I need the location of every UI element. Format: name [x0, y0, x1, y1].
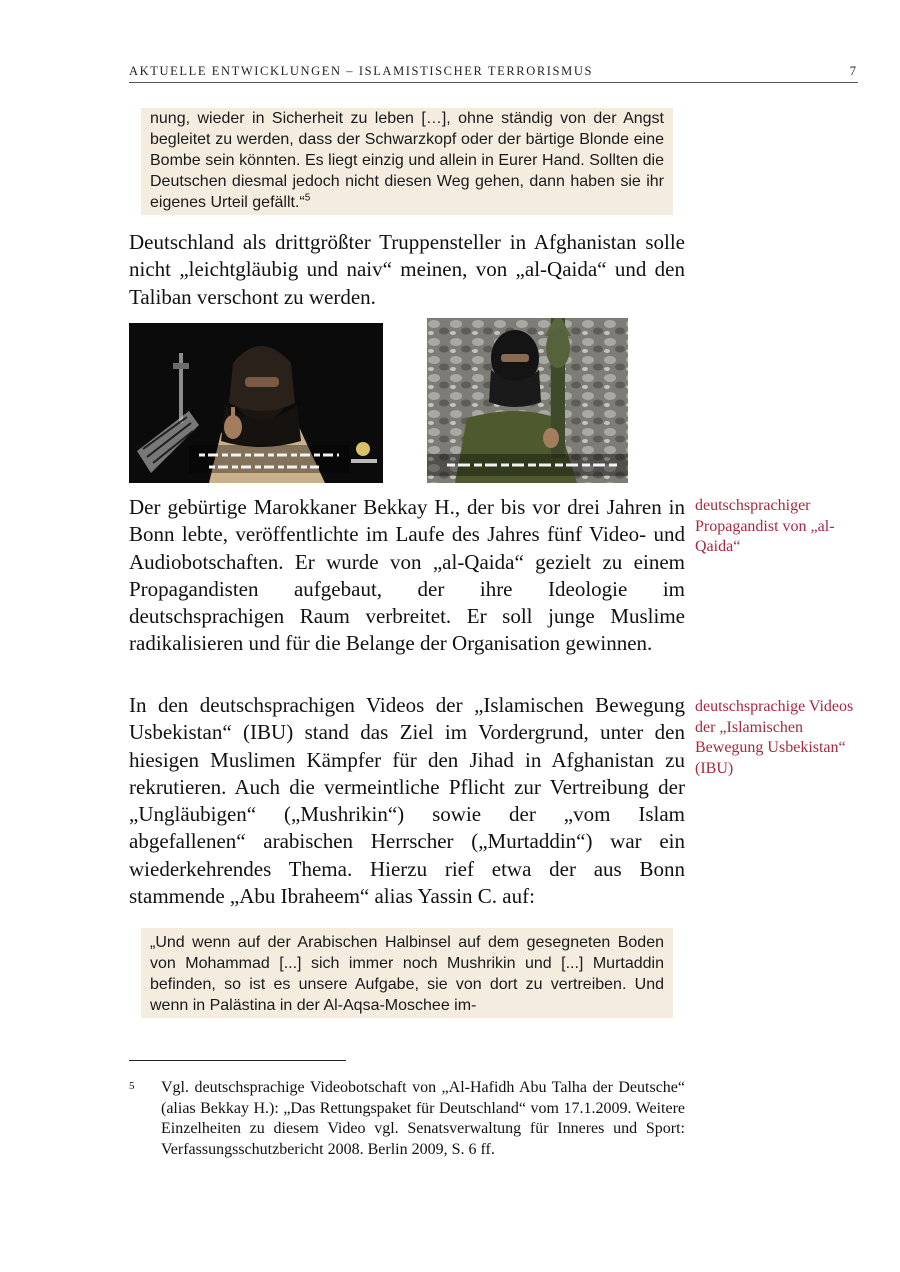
quote-box-abu-ibraheem: [141, 928, 673, 1018]
page-number: 7: [849, 64, 856, 78]
footnote-mark: 5: [129, 1080, 135, 1092]
footnote-5: [129, 1078, 685, 1160]
quote-text: nung, wieder in Sicherheit zu leben […], ohne ständig von der Angst begleitet zu werden, dass der Schwarzkopf oder der bärtige Blonde eine Bombe sein könnten. Es liegt einzig und allein in Eurer Hand. Sollten die Deutschen diesmal jedoch nicht diesen Weg gehen, dann haben sie ihr eigenes Urteil gefällt.“: [150, 110, 664, 211]
footnote-reference[interactable]: 5: [304, 192, 311, 204]
video-still-speaker-image: [129, 323, 383, 483]
quote-box-continued: [141, 108, 673, 215]
body-paragraph-2: Der gebürtige Marokkaner Bekkay H., der bis vor drei Jahren in Bonn lebte, veröffentlichte im Laufe des Jahres fünf Video- und Audiobotschaften. Er wurde von „al-Qaida“ gezielt zu einem Propagandisten aufgebaut, der ihre Ideologie im deutschsprachigen Raum verbreitet. Er soll junge Muslime radikalisieren und für die Belange der Organisation gewinnen.: [129, 495, 685, 656]
footnote-separator: [129, 1060, 346, 1061]
margin-note-ibu-videos: deutschsprachige Videos der „Islamischen Bewegung Usbekistan“ (IBU): [695, 698, 854, 777]
margin-note-propagandist: deutschsprachiger Propagandist von „al-Qaida“: [695, 497, 835, 555]
running-header-title: AKTUELLE ENTWICKLUNGEN – ISLAMISTISCHER TERRORISMUS: [129, 64, 593, 78]
quote-text: „Und wenn auf der Arabischen Halbinsel auf dem gesegneten Boden von Mohammad [...] sich immer noch Mushrikin und [...] Murtaddin befinden, so ist es unsere Aufgabe, sie von dort zu vertreiben. Und wenn in Palästina in der Al-Aqsa-Moschee im-: [150, 934, 664, 1014]
body-paragraph-3: In den deutschsprachigen Videos der „Islamischen Bewegung Usbekistan“ (IBU) stand das Ziel im Vordergrund, unter den hiesigen Muslimen Kämpfer für den Jihad in Afghanistan zu rekrutieren. Auch die vermeintliche Pflicht zur Vertreibung der „Ungläubigen“ („Mushrikin“) sowie der „vom Islam abgefallenen“ arabischen Herrscher („Murtaddin“) war ein wiederkehrendes Thema. Hierzu rief etwa der aus Bonn stammende „Abu Ibraheem“ alias Yassin C. auf:: [129, 693, 685, 909]
running-header: [129, 62, 858, 83]
footnote-text: Vgl. deutschsprachige Videobotschaft von „Al-Hafidh Abu Talha der Deutsche“ (alias Bekkay H.): „Das Rettungspaket für Deutschland“ vom 17.1.2009. Weitere Einzelheiten zu diesem Video vgl. Senatsverwaltung für Inneres und Sport: Verfassungsschutzbericht 2008. Berlin 2009, S. 6 ff.: [161, 1079, 685, 1158]
video-still-rpg-fighter-image: [427, 318, 628, 483]
body-paragraph-1: Deutschland als drittgrößter Truppensteller in Afghanistan solle nicht „leichtgläubig und naiv“ meinen, von „al-Qaida“ und den Taliban verschont zu werden.: [129, 230, 685, 309]
